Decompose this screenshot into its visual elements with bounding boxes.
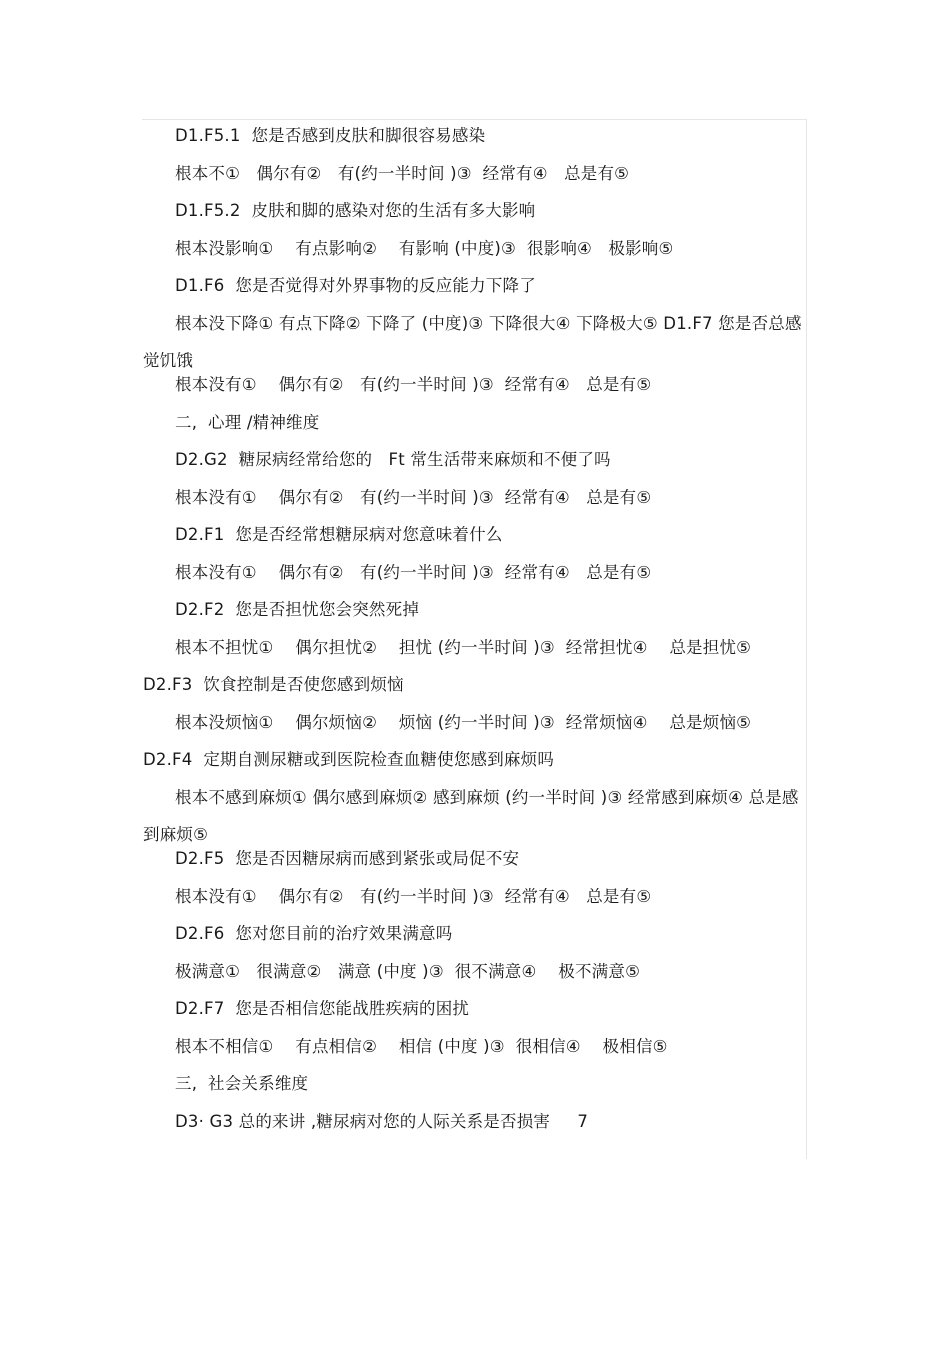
answer-options: 根本不感到麻烦① 偶尔感到麻烦② 感到麻烦 (约一半时间 )③ 经常感到麻烦④ 总是感到麻烦⑤ [143, 787, 799, 845]
question-d2-f3: D2.F3 饮食控制是否使您感到烦恼 [143, 675, 404, 694]
section-heading-social: 三, 社会关系维度 [175, 1074, 309, 1093]
question-d2-f6: D2.F6 您对您目前的治疗效果满意吗 [175, 924, 453, 943]
answer-options: 根本不相信① 有点相信② 相信 (中度 )③ 很相信④ 极相信⑤ [175, 1036, 668, 1056]
question-d2-f7: D2.F7 您是否相信您能战胜疾病的困扰 [175, 999, 470, 1018]
answer-options: 根本不担忧① 偶尔担忧② 担忧 (约一半时间 )③ 经常担忧④ 总是担忧⑤ [175, 637, 752, 657]
question-d2-g2: D2.G2 糖尿病经常给您的 Ft 常生活带来麻烦和不便了吗 [175, 450, 611, 469]
answer-options: 根本不① 偶尔有② 有(约一半时间 )③ 经常有④ 总是有⑤ [175, 163, 630, 183]
answer-options: 根本没影响① 有点影响② 有影响 (中度)③ 很影响④ 极影响⑤ [175, 238, 674, 258]
answer-options: 极满意① 很满意② 满意 (中度 )③ 很不满意④ 极不满意⑤ [175, 961, 641, 981]
answer-options: 根本没有① 偶尔有② 有(约一半时间 )③ 经常有④ 总是有⑤ [175, 886, 652, 906]
question-d1-f5-2: D1.F5.2 皮肤和脚的感染对您的生活有多大影响 [175, 201, 536, 220]
answer-options: 根本没有① 偶尔有② 有(约一半时间 )③ 经常有④ 总是有⑤ [175, 487, 652, 507]
document-body [143, 124, 808, 1147]
question-d3-g3: D3· G3 总的来讲 ,糖尿病对您的人际关系是否损害 7 [175, 1111, 589, 1131]
question-d1-f5-1: D1.F5.1 您是否感到皮肤和脚很容易感染 [175, 126, 486, 145]
answer-options: 根本没烦恼① 偶尔烦恼② 烦恼 (约一半时间 )③ 经常烦恼④ 总是烦恼⑤ [175, 712, 752, 732]
question-d2-f1: D2.F1 您是否经常想糖尿病对您意味着什么 [175, 525, 503, 544]
answer-options: 根本没有① 偶尔有② 有(约一半时间 )③ 经常有④ 总是有⑤ [175, 562, 652, 582]
answer-options-and-question-d1-f7: 根本没下降① 有点下降② 下降了 (中度)③ 下降很大④ 下降极大⑤ D1.F7 您是否总感觉饥饿 [143, 313, 802, 371]
question-d2-f2: D2.F2 您是否担忧您会突然死掉 [175, 600, 420, 619]
answer-options: 根本没有① 偶尔有② 有(约一半时间 )③ 经常有④ 总是有⑤ [175, 375, 652, 394]
section-heading-psychological: 二, 心理 /精神维度 [175, 412, 320, 432]
question-d1-f6: D1.F6 您是否觉得对外界事物的反应能力下降了 [175, 276, 536, 295]
question-d2-f5: D2.F5 您是否因糖尿病而感到紧张或局促不安 [175, 849, 520, 868]
question-d2-f4: D2.F4 定期自测尿糖或到医院检查血糖使您感到麻烦吗 [143, 750, 555, 769]
